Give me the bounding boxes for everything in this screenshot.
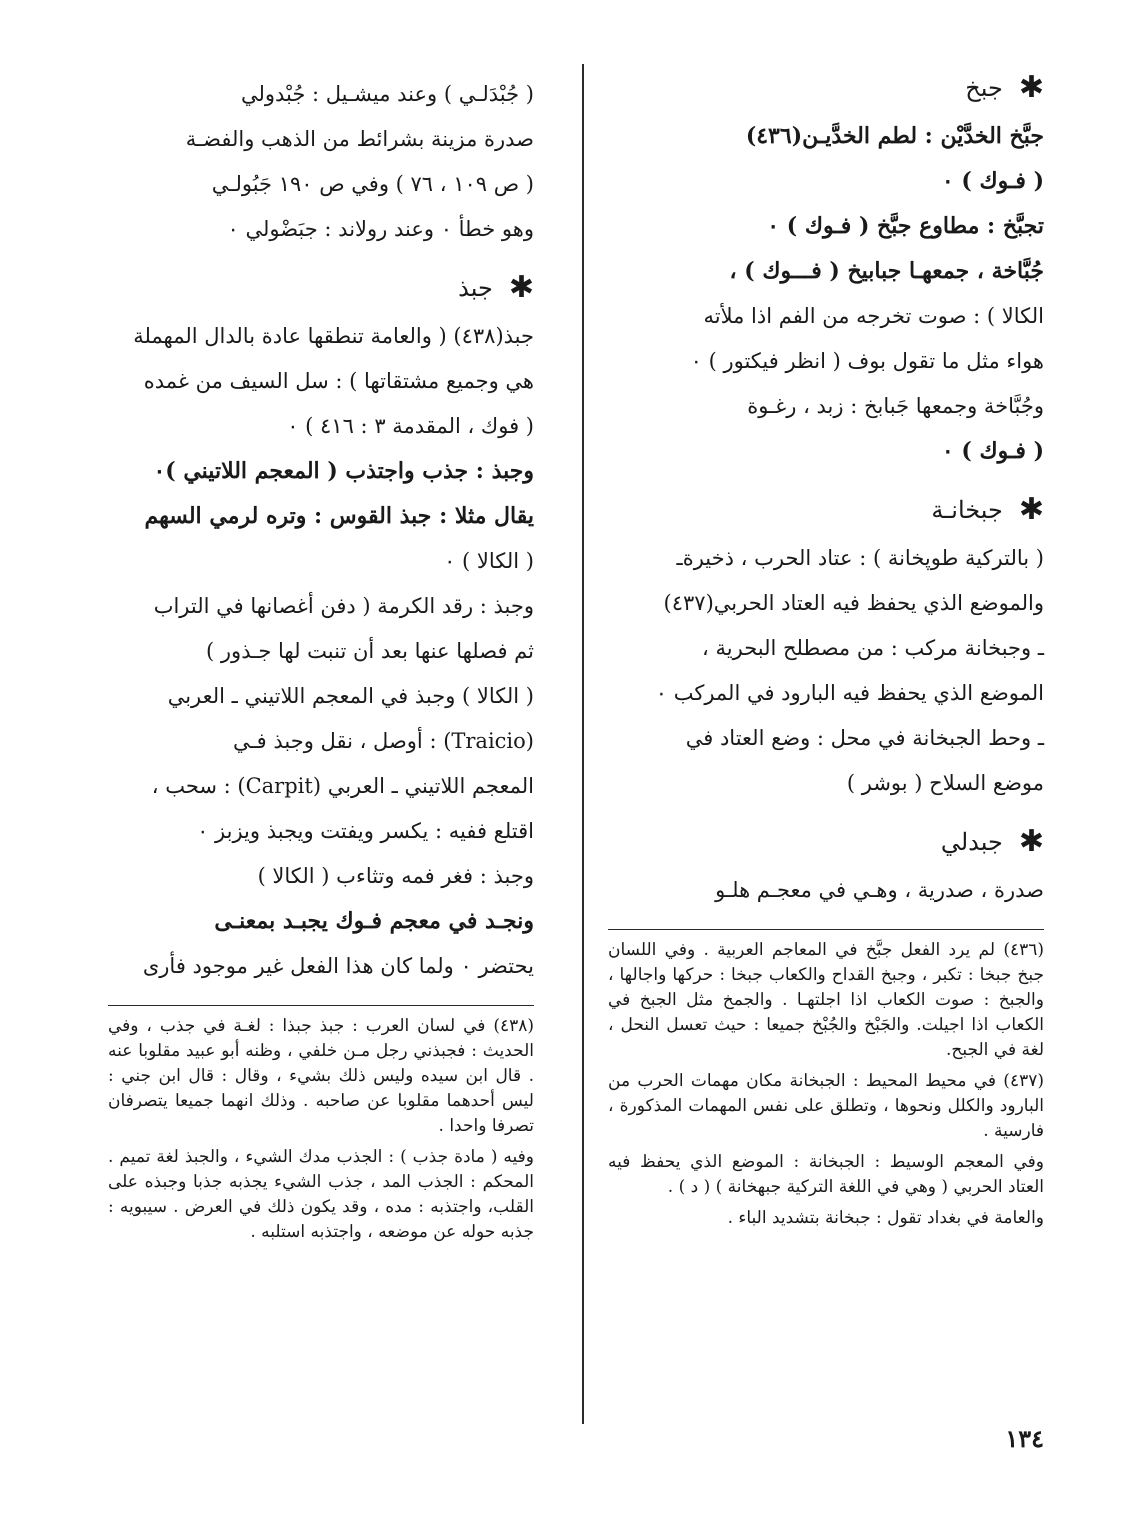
text-line: (Traicio) : أوصل ، نقل وجبذ فـي [233,729,534,753]
column-divider [582,64,584,1424]
dictionary-entry [108,268,534,989]
text-line: وجُبَّاخة وجمعها جَبابخ : زبد ، رغـوة [747,394,1044,418]
footnote: (٤٣٦) لم يرد الفعل جبَّخ في المعاجم العربية . وفي اللسان جبخ جبخا : تكبر ، وجبخ القداح والكعاب جبخا : حركها واجالها ، والجبخ : صوت الكعاب اذا اجلتهـا . والجمخ مثل الجبخ في الكعاب اذا اجيلت. والجَبْخ والجُبْخ جميعا : حيث تعسل النحل ، لغة في الجبح. [608,940,1044,1060]
entry-headword: جبذ [458,274,493,302]
text-line: جبذ(٤٣٨) ( والعامة تنطقها عادة بالدال المهملة [133,324,534,348]
text-line: الكالا ) : صوت تخرجه من الفم اذا ملأته [703,304,1044,328]
text-line: المعجم اللاتيني ـ العربي (Carpit) : سحب ، [151,774,534,798]
text-line: تجبَّخ : مطاوع جبَّخ ( فـوك ) ٠ [767,213,1044,239]
text-line: ( بالتركية طوپخانة ) : عتاد الحرب ، ذخيرةـ [676,546,1044,570]
text-line: ـ وجبخانة مركب : من مصطلح البحرية ، [702,636,1044,660]
footnote: والعامة في بغداد تقول : جبخانة بتشديد الباء . [727,1208,1044,1228]
footnote: (٤٣٧) في محيط المحيط : الجبخانة مكان مهمات الحرب من البارود والكلل ونحوها ، وتطلق على نفس المهمات المذكورة ، فارسية . [608,1071,1044,1141]
text-line: ونجـد في معجم فـوك يجبـد بمعنـى [214,908,534,934]
entry-headword: جبخانـة [931,496,1003,524]
entry-heading [608,822,1044,862]
text-line: جُبَّاخة ، جمعهـا جبابيخ ( فـــوك ) ، [729,258,1044,284]
text-line: ( ص ١٠٩ ، ٧٦ ) وفي ص ١٩٠ جَبُولـي [211,172,534,196]
text-line: ثم فصلها عنها بعد أن تنبت لها جـذور ) [206,639,534,663]
text-line: ( فـوك ) ٠ [941,438,1044,464]
entry-heading [108,268,534,308]
right-column [608,68,1044,1237]
footnote: وفي المعجم الوسيط : الجبخانة : الموضع الذي يحفظ فيه العتاد الحربي ( وهي في اللغة التركية جبهخانة ) ( د ) . [608,1152,1044,1197]
entry-headword: جبدلي [940,828,1003,856]
text-line: جبَّخ الخدَّيْن : لطم الخدَّيـن(٤٣٦) [745,123,1044,149]
text-line: صدرة ، صدرية ، وهـي في معجـم هلـو [715,878,1044,902]
footnote-separator [608,929,1044,930]
text-line: وجبذ : فغر فمه وتثاءب ( الكالا ) [257,864,534,888]
asterisk-icon: ✱ [1018,70,1044,105]
footnote: وفيه ( مادة جذب ) : الجذب مدك الشيء ، والجبذ لغة تميم . المحكم : الجذب المد ، جذب الشيء يجذبه جذبا وجبذه على القلب، واجتذبه : مده ، وقد يكون ذلك في العرض . سيبويه : جذبه حوله عن موضعه ، واجتذبه استلبه . [108,1147,534,1242]
text-line: ( فـوك ) ٠ [941,168,1044,194]
text-line: ( الكالا ) وجبذ في المعجم اللاتيني ـ العربي [167,684,534,708]
continued-entry [108,72,534,252]
text-line: ـ وحط الجبخانة في محل : وضع العتاد في [685,726,1044,750]
text-line: وهو خطأ ٠ وعند رولاند : جبَضْولي ٠ [227,217,534,241]
dictionary-entry [608,490,1044,806]
entry-headword: جبخ [965,74,1003,102]
text-line: موضع السلاح ( بوشر ) [846,771,1044,795]
entry-heading [608,68,1044,108]
text-line: والموضع الذي يحفظ فيه العتاد الحربي(٤٣٧) [663,591,1044,615]
text-line: وجبذ : رقد الكرمة ( دفن أغصانها في التراب [153,594,534,618]
footnote-separator [108,1005,534,1006]
text-line: الموضع الذي يحفظ فيه البارود في المركب ٠ [655,681,1044,705]
text-line: صدرة مزينة بشرائط من الذهب والفضـة [185,127,534,151]
text-line: ( الكالا ) ٠ [444,549,534,573]
text-line: وجبذ : جذب واجتذب ( المعجم اللاتيني )٠ [153,458,534,484]
text-line: يقال مثلا : جبذ القوس : وتره لرمي السهم [144,503,534,529]
text-line: هواء مثل ما تقول بوف ( انظر فيكتور ) ٠ [690,349,1044,373]
footnote: (٤٣٨) في لسان العرب : جبذ جبذا : لغـة في جذب ، وفي الحديث : فجبذني رجل مـن خلفي ، وظنه أبو عبيد مقلوبا عنه . قال ابن سيده وليس ذلك بشيء ، وقال : قال ابن جني : ليس أحدهما مقلوبا عن صاحبه . وذلك انهما جميعا يتصرفان تصرفا واحدا . [108,1016,534,1136]
asterisk-icon: ✱ [1018,492,1044,527]
page-number: ١٣٤ [1005,1424,1044,1453]
asterisk-icon: ✱ [1018,824,1044,859]
left-column [108,72,534,1251]
text-line: يحتضر ٠ ولما كان هذا الفعل غير موجود فأرى [142,954,534,978]
dictionary-entry [608,68,1044,474]
text-line: ( فوك ، المقدمة ٣ : ٤١٦ ) ٠ [287,414,534,438]
text-line: اقتلع ففيه : يكسر ويفتت ويجبذ ويزبز ٠ [197,819,534,843]
entry-heading [608,490,1044,530]
asterisk-icon: ✱ [508,270,534,305]
dictionary-entry [608,822,1044,913]
text-line: هي وجميع مشتقاتها ) : سل السيف من غمده [143,369,534,393]
text-line: ( جُبْدَلـي ) وعند ميشـيل : جُبْدولي [240,82,534,106]
